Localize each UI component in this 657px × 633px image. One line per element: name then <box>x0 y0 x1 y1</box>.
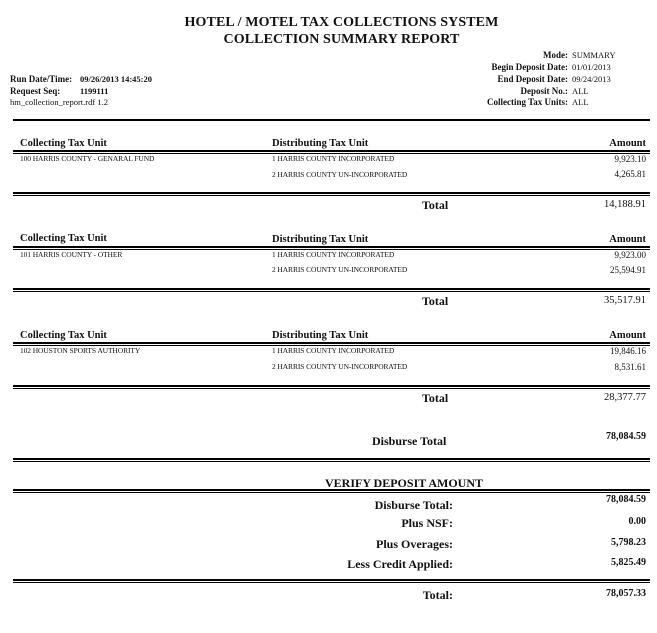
section-total-amount: 35,517.91 <box>604 295 646 306</box>
plus-nsf-label: Plus NSF: <box>401 516 453 530</box>
disburse-total-amount: 78,084.59 <box>606 431 646 442</box>
section-total-amount: 14,188.91 <box>604 199 646 210</box>
param-mode-label: Mode: <box>543 50 568 60</box>
section-total-label: Total <box>422 294 449 308</box>
amount: 19,846.16 <box>610 346 646 356</box>
less-credit-applied-label: Less Credit Applied: <box>347 557 453 571</box>
param-begin-date-value: 01/01/2013 <box>572 62 611 72</box>
param-collecting-units-value: ALL <box>572 97 589 107</box>
verify-disburse-total-label: Disburse Total: <box>374 498 453 512</box>
column-header-amount: Amount <box>609 138 646 149</box>
distributing-unit: 1 HARRIS COUNTY INCORPORATED <box>272 346 395 355</box>
amount: 8,531.61 <box>614 362 646 372</box>
column-header-amount: Amount <box>609 234 646 245</box>
column-header-collecting: Collecting Tax Unit <box>20 233 107 244</box>
verify-total-double-rule <box>13 579 650 583</box>
verify-heading: VERIFY DEPOSIT AMOUNT <box>325 476 484 490</box>
param-collecting-units-label: Collecting Tax Units: <box>486 97 568 107</box>
param-begin-date-label: Begin Deposit Date: <box>491 62 568 72</box>
collecting-unit: 100 HARRIS COUNTY - GENARAL FUND <box>20 154 155 163</box>
param-deposit-no-value: ALL <box>572 86 589 96</box>
report-title: HOTEL / MOTEL TAX COLLECTIONS SYSTEM <box>184 15 499 30</box>
collecting-unit: 102 HOUSTON SPORTS AUTHORITY <box>20 346 141 355</box>
disburse-double-rule <box>13 458 650 462</box>
distributing-unit: 1 HARRIS COUNTY INCORPORATED <box>272 154 395 163</box>
plus-nsf-amount: 0.00 <box>628 516 646 527</box>
param-end-date-label: End Deposit Date: <box>497 74 568 84</box>
column-header-collecting: Collecting Tax Unit <box>20 138 107 149</box>
verify-disburse-total-amount: 78,084.59 <box>606 494 646 505</box>
distributing-unit: 2 HARRIS COUNTY UN-INCORPORATED <box>272 362 408 371</box>
param-mode-value: SUMMARY <box>572 50 616 60</box>
plus-overages-label: Plus Overages: <box>376 537 453 551</box>
distributing-unit: 1 HARRIS COUNTY INCORPORATED <box>272 250 395 259</box>
run-datetime-value: 09/26/2013 14:45:20 <box>80 74 153 84</box>
param-deposit-no-label: Deposit No.: <box>520 86 568 96</box>
section-total-label: Total <box>422 391 449 405</box>
amount: 4,265.81 <box>614 169 646 179</box>
header-divider <box>13 119 650 121</box>
amount: 25,594.91 <box>610 265 646 275</box>
section-double-rule <box>13 192 650 196</box>
section-total-label: Total <box>422 198 449 212</box>
column-header-distributing: Distributing Tax Unit <box>272 234 369 245</box>
verify-total-label: Total: <box>422 588 453 602</box>
column-header-amount: Amount <box>609 330 646 341</box>
section-double-rule <box>13 288 650 292</box>
amount: 9,923.10 <box>614 154 646 164</box>
collecting-unit: 101 HARRIS COUNTY - OTHER <box>20 250 123 259</box>
verify-total-amount: 78,057.33 <box>606 588 646 599</box>
less-credit-applied-amount: 5,825.49 <box>611 557 646 568</box>
distributing-unit: 2 HARRIS COUNTY UN-INCORPORATED <box>272 265 408 274</box>
plus-overages-amount: 5,798.23 <box>611 537 646 548</box>
report-file-name: hm_collection_report.rdf 1.2 <box>10 97 108 107</box>
distributing-unit: 2 HARRIS COUNTY UN-INCORPORATED <box>272 170 408 179</box>
disburse-total-label: Disburse Total <box>372 434 447 448</box>
column-header-collecting: Collecting Tax Unit <box>20 330 107 341</box>
verify-double-rule <box>13 489 650 493</box>
request-seq-label: Request Seq: <box>10 86 61 96</box>
request-seq-value: 1199111 <box>80 86 109 96</box>
column-header-distributing: Distributing Tax Unit <box>272 330 369 341</box>
run-datetime-label: Run Date/Time: <box>10 74 73 84</box>
report-subtitle: COLLECTION SUMMARY REPORT <box>223 32 460 47</box>
section-total-amount: 28,377.77 <box>604 392 646 403</box>
amount: 9,923.00 <box>614 250 646 260</box>
param-end-date-value: 09/24/2013 <box>572 74 611 84</box>
section-double-rule <box>13 385 650 389</box>
column-header-distributing: Distributing Tax Unit <box>272 138 369 149</box>
